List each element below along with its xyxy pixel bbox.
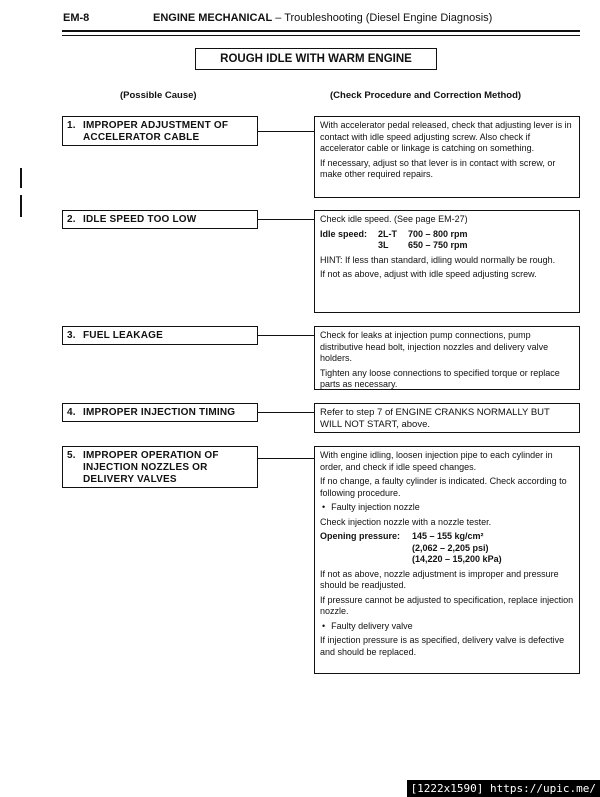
header-rule-thin bbox=[62, 35, 580, 36]
procedure-text: With engine idling, loosen injection pipe to each cylinder in order, and check if idle speed changes. bbox=[320, 450, 553, 472]
procedure-text: Check injection nozzle with a nozzle tester. bbox=[320, 516, 492, 527]
spec-engine: 2L-T bbox=[378, 228, 397, 239]
possible-cause-heading: (Possible Cause) bbox=[120, 90, 197, 101]
spec-value: 650 – 750 rpm bbox=[408, 240, 468, 250]
idle-speed-spec-row bbox=[320, 240, 574, 252]
margin-mark bbox=[20, 195, 22, 217]
procedure-text: Check idle speed. (See page EM-27) bbox=[320, 214, 468, 224]
section-name: ENGINE MECHANICAL bbox=[153, 12, 273, 24]
cause-box-2 bbox=[62, 210, 258, 229]
procedure-box-5 bbox=[314, 446, 580, 674]
cause-text: INJECTION NOZZLES OR bbox=[83, 462, 208, 473]
cause-number: 3. bbox=[67, 330, 76, 341]
page-number: EM-8 bbox=[63, 12, 90, 24]
connector-line bbox=[258, 412, 314, 413]
connector-line bbox=[258, 335, 314, 336]
procedure-text: With accelerator pedal released, check that adjusting lever is in contact with idle speed adjusting screw. Also check if accelerator cable or linkage is catching on something. bbox=[320, 120, 572, 153]
page-title: ROUGH IDLE WITH WARM ENGINE bbox=[195, 48, 437, 70]
cause-text: IDLE SPEED TOO LOW bbox=[83, 214, 197, 225]
spec-label: Opening pressure: bbox=[320, 531, 401, 541]
margin-mark bbox=[20, 168, 22, 188]
cause-text: IMPROPER OPERATION OF bbox=[83, 450, 219, 461]
cause-box-3 bbox=[62, 326, 258, 345]
procedure-text: If no change, a faulty cylinder is indicated. Check according to following procedure. bbox=[320, 476, 567, 498]
opening-pressure-row bbox=[320, 531, 574, 543]
idle-speed-spec-row bbox=[320, 229, 574, 241]
cause-box-5 bbox=[62, 446, 258, 488]
section-subtitle: – Troubleshooting (Diesel Engine Diagnosis) bbox=[272, 12, 493, 24]
connector-line bbox=[258, 458, 314, 459]
running-header bbox=[153, 12, 492, 24]
procedure-box-1 bbox=[314, 116, 580, 198]
procedure-text: If necessary, adjust so that lever is in contact with screw, or make other required repairs. bbox=[320, 157, 556, 179]
cause-text: ACCELERATOR CABLE bbox=[83, 132, 200, 143]
procedure-box-4 bbox=[314, 403, 580, 433]
cause-number: 2. bbox=[67, 214, 76, 225]
cause-text: IMPROPER INJECTION TIMING bbox=[83, 407, 236, 418]
procedure-text: If pressure cannot be adjusted to specification, replace injection nozzle. bbox=[320, 594, 574, 616]
connector-line bbox=[258, 131, 314, 132]
image-host-watermark: [1222x1590] https://upic.me/ bbox=[407, 780, 600, 797]
procedure-heading: (Check Procedure and Correction Method) bbox=[330, 90, 522, 101]
spec-value: 145 – 155 kg/cm² bbox=[412, 531, 484, 541]
procedure-text: Tighten any loose connections to specified torque or replace parts as necessary. bbox=[320, 367, 560, 389]
procedure-hint: HINT: If less than standard, idling would normally be rough. bbox=[320, 254, 556, 265]
cause-text: IMPROPER ADJUSTMENT OF bbox=[83, 120, 229, 131]
spec-engine: 3L bbox=[378, 240, 389, 250]
spec-value: (2,062 – 2,205 psi) bbox=[412, 542, 489, 553]
connector-line bbox=[258, 219, 314, 220]
procedure-box-2 bbox=[314, 210, 580, 313]
procedure-text: If not as above, adjust with idle speed adjusting screw. bbox=[320, 269, 537, 279]
spec-value: 700 – 800 rpm bbox=[408, 228, 468, 239]
bullet-item: • Faulty delivery valve bbox=[320, 621, 574, 633]
procedure-text: Refer to step 7 of ENGINE CRANKS NORMALLY BUT WILL NOT START, above. bbox=[320, 407, 550, 430]
procedure-box-3 bbox=[314, 326, 580, 390]
bullet-item: • Faulty injection nozzle bbox=[320, 502, 574, 514]
cause-number: 1. bbox=[67, 120, 76, 131]
cause-text: FUEL LEAKAGE bbox=[83, 330, 163, 341]
procedure-text: If not as above, nozzle adjustment is improper and pressure should be readjusted. bbox=[320, 568, 559, 590]
procedure-text: If injection pressure is as specified, delivery valve is defective and should be replaced. bbox=[320, 635, 565, 657]
spec-label: Idle speed: bbox=[320, 228, 368, 239]
cause-text: DELIVERY VALVES bbox=[83, 474, 177, 485]
spec-label-spacer bbox=[320, 240, 378, 252]
header-rule-thick bbox=[62, 30, 580, 32]
procedure-text: Check for leaks at injection pump connections, pump distributive head bolt, injection nozzles and delivery valve holders. bbox=[320, 330, 549, 363]
cause-number: 5. bbox=[67, 450, 76, 461]
cause-box-4 bbox=[62, 403, 258, 422]
cause-box-1 bbox=[62, 116, 258, 146]
cause-number: 4. bbox=[67, 407, 76, 418]
spec-value: (14,220 – 15,200 kPa) bbox=[412, 554, 502, 564]
